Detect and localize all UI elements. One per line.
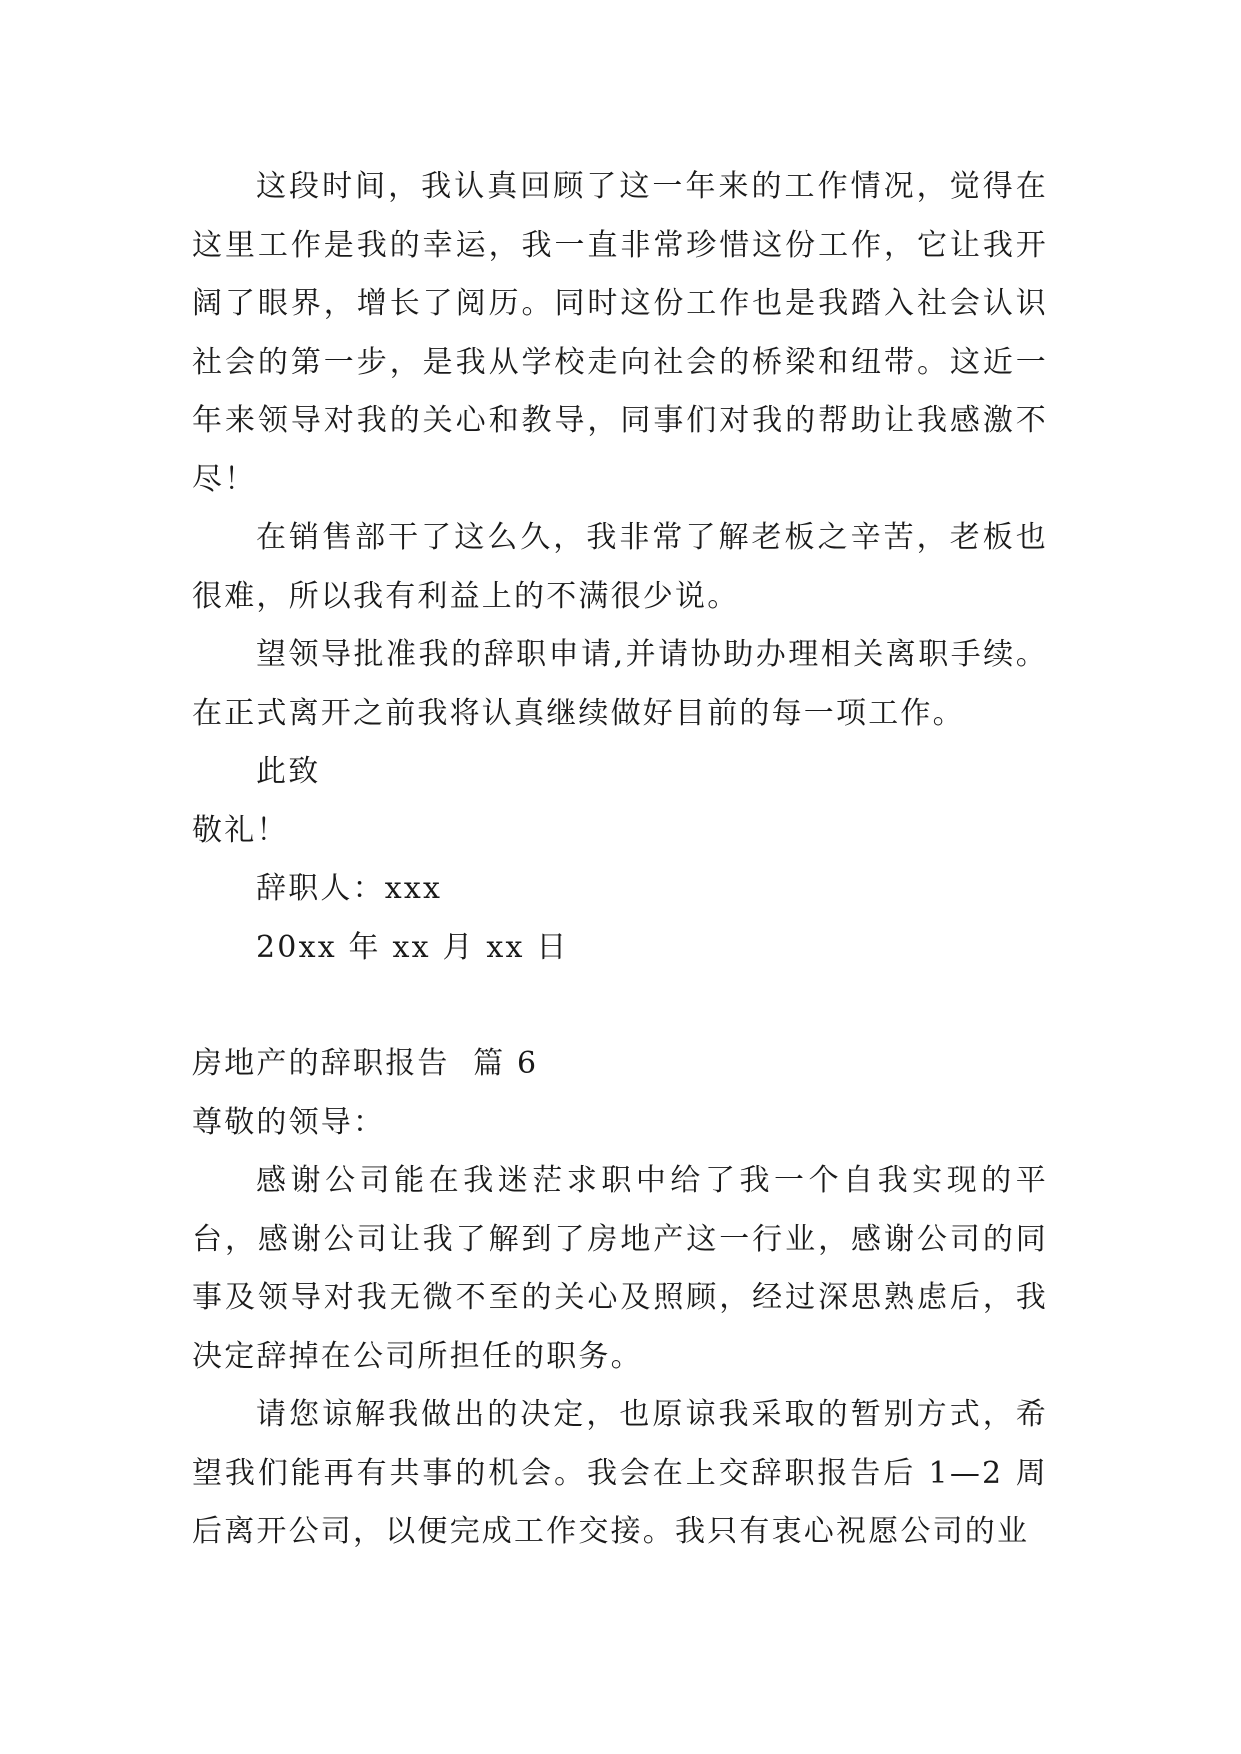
paragraph-approval-request: 望领导批准我的辞职申请,并请协助办理相关离职手续。在正式离开之前我将认真继续做好目前的每一项工作。 <box>192 637 1048 731</box>
signer-line: 辞职人：xxx <box>256 871 443 906</box>
closing-phrase: 此致 <box>256 754 321 789</box>
paragraph-understanding: 请您谅解我做出的决定，也原谅我采取的暂别方式，希望我们能再有共事的机会。我会在上交辞职报告后 1—2 周后离开公司，以便完成工作交接。我只有衷心祝愿公司的业 <box>192 1397 1048 1549</box>
date-line: 20xx 年 xx 月 xx 日 <box>256 929 569 965</box>
paragraph-thanks: 感谢公司能在我迷茫求职中给了我一个自我实现的平台，感谢公司让我了解到了房地产这一行业，感谢公司的同事及领导对我无微不至的关心及照顾，经过深思熟虑后，我决定辞掉在公司所担任的职务。 <box>192 1163 1048 1374</box>
document-page <box>192 158 1048 1562</box>
section-title: 房地产的辞职报告 篇 6 <box>192 1046 539 1081</box>
greeting: 尊敬的领导： <box>192 1104 386 1140</box>
paragraph-reflection: 这段时间，我认真回顾了这一年来的工作情况，觉得在这里工作是我的幸运，我一直非常珍惜这份工作，它让我开阔了眼界，增长了阅历。同时这份工作也是我踏入社会认识社会的第一步，是我从学校走向社会的桥梁和纽带。这近一年来领导对我的关心和教导，同事们对我的帮助让我感激不尽！ <box>192 169 1048 497</box>
paragraph-sales-dept: 在销售部干了这么久，我非常了解老板之辛苦，老板也很难，所以我有利益上的不满很少说。 <box>192 520 1048 614</box>
section-spacer <box>192 977 1048 1035</box>
salutation: 敬礼！ <box>192 812 289 848</box>
